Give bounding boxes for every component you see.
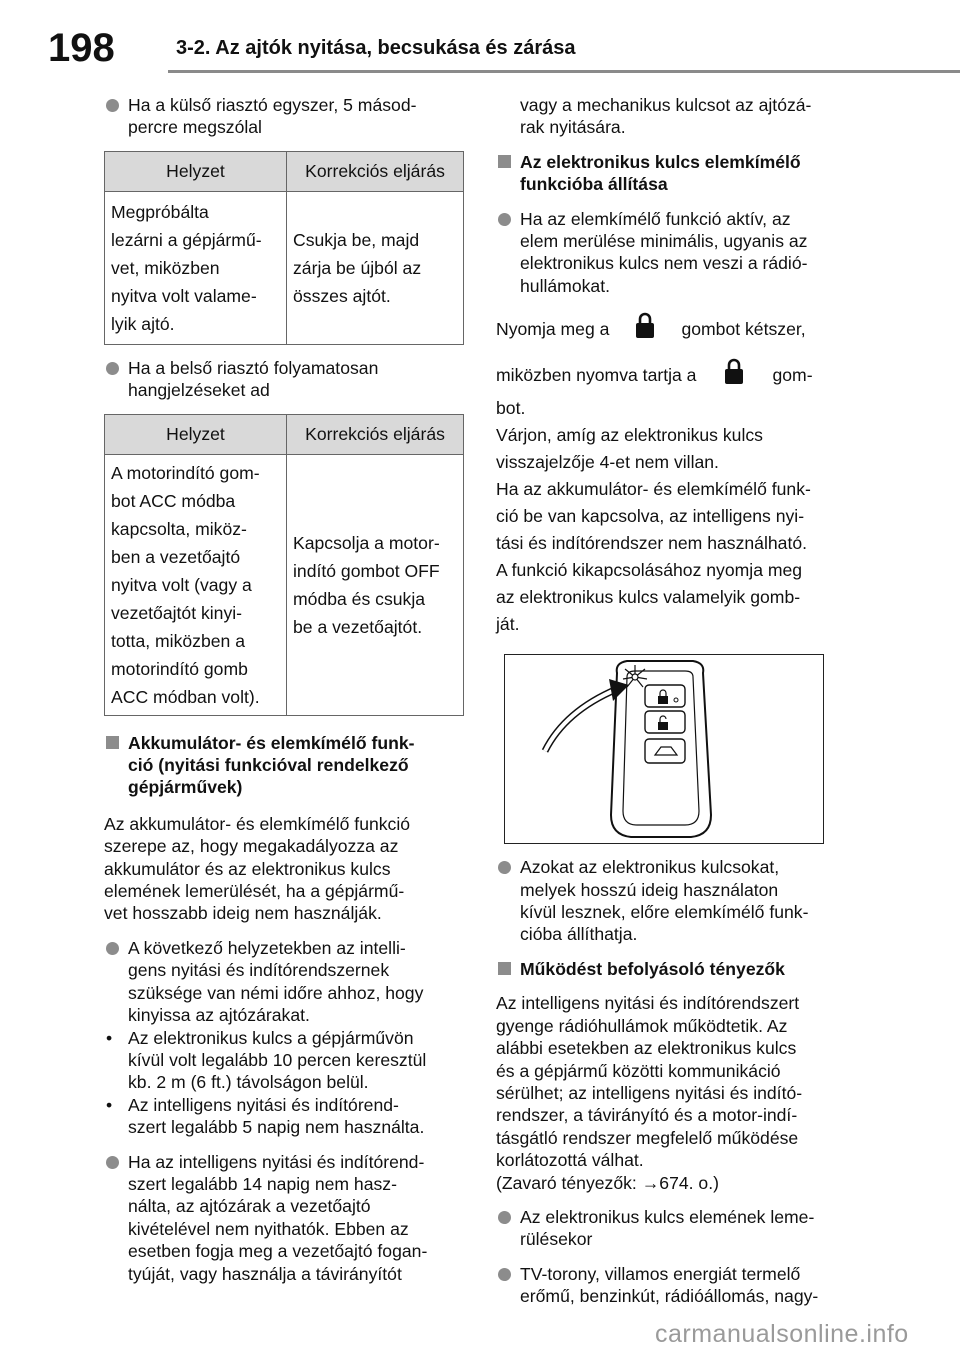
bullet-external-alarm xyxy=(104,94,466,139)
bullet-dot xyxy=(106,942,119,955)
text-line: melyek hosszú ideig használaton xyxy=(520,879,779,900)
text-line: tyúját, vagy használja a távirányítót xyxy=(128,1263,402,1284)
text-line: esetben fogja meg a vezetőajtó fogan- xyxy=(128,1241,428,1262)
text-line: motorindító gomb xyxy=(111,658,248,679)
bullet-14-days xyxy=(104,1151,466,1285)
instruction-line-2 xyxy=(496,355,858,395)
sub-item-marker: • xyxy=(106,1094,113,1115)
text-line: korlátozottá válhat. xyxy=(496,1150,644,1171)
text-line: gyenge rádióhullámok működtetik. Az xyxy=(496,1015,788,1036)
text-line: Kapcsolja a motor- xyxy=(293,532,440,553)
text-line: elem merülése minimális, ugyanis az xyxy=(520,231,808,252)
text-line: Az elektronikus kulcs a gépjárművön xyxy=(128,1027,414,1048)
table-external-alarm xyxy=(104,151,464,345)
text-line: Az elektronikus kulcs elemének leme- xyxy=(520,1206,815,1227)
text-line: rendszer, a távirányító és a motor-indí- xyxy=(496,1105,798,1126)
bullet-dot xyxy=(498,213,511,226)
table-header-situation: Helyzet xyxy=(105,414,287,454)
bullet-tv-tower xyxy=(496,1263,858,1308)
text-fragment: miközben nyomva tartja a xyxy=(496,364,697,385)
lock-button-icon xyxy=(722,356,746,395)
text-line: nyitva volt valame- xyxy=(111,285,257,306)
text-line: Megpróbálta xyxy=(111,201,209,222)
text-line: akkumulátor és az elektronikus kulcs xyxy=(104,858,391,879)
text-line: Az intelligens nyitási és indítórend- xyxy=(128,1094,399,1115)
table-cell-situation xyxy=(105,454,287,715)
text-line: percre megszólal xyxy=(128,117,262,138)
bullet-store-keys xyxy=(496,856,858,946)
table-internal-alarm xyxy=(104,414,464,716)
text-line: hangjelzéseket ad xyxy=(128,380,270,401)
text-fragment: Nyomja meg a xyxy=(496,318,610,339)
text-line: vagy a mechanikus kulcsot az ajtózá- xyxy=(520,95,812,115)
text-line: ACC módban volt). xyxy=(111,686,260,707)
text-line: Azokat az elektronikus kulcsokat, xyxy=(520,857,780,878)
page-header xyxy=(0,18,960,74)
paragraph-radio-waves xyxy=(496,992,858,1194)
electronic-key-figure xyxy=(504,654,824,844)
bullet-dot xyxy=(106,362,119,375)
text-line: kivételével nem nyithatók. Ebben az xyxy=(128,1218,409,1239)
sub-list xyxy=(104,1027,466,1139)
text-line: Ha a külső riasztó egyszer, 5 másod- xyxy=(128,95,417,115)
heading-affecting-factors xyxy=(496,958,858,980)
text-line: tásgátló rendszer megfelelő működése xyxy=(496,1127,799,1148)
table-cell-situation xyxy=(105,191,287,344)
text-line: kívül volt legalább 10 percen keresztül xyxy=(128,1049,427,1070)
text-line: Az intelligens nyitási és indítórendszert xyxy=(496,993,800,1014)
text-line: visszajelzője 4-et nem villan. xyxy=(496,452,719,473)
text-line: elektronikus kulcs nem veszi a rádió- xyxy=(520,253,808,274)
text-line: alábbi esetekben az elektronikus kulcs xyxy=(496,1038,797,1059)
text-line: Ha az elemkímélő funkció aktív, az xyxy=(520,208,791,229)
text-line: bot ACC módba xyxy=(111,490,236,511)
bullet-internal-alarm xyxy=(104,357,466,402)
text-line: hullámokat. xyxy=(520,275,610,296)
text-line: vet, miközben xyxy=(111,257,220,278)
text-line: ját. xyxy=(496,614,520,635)
paragraph-battery-saving xyxy=(104,813,466,925)
text-line: és a gépjármű közötti kommunikáció xyxy=(496,1060,781,1081)
text-line: kinyissa az ajtózárakat. xyxy=(128,1005,310,1026)
text-line: rak nyitására. xyxy=(520,117,626,138)
bullet-dot xyxy=(498,861,511,874)
text-line: funkcióba állítása xyxy=(520,174,668,195)
instruction-line-1 xyxy=(496,309,858,349)
text-line: cióba állíthatja. xyxy=(520,924,638,945)
table-cell-procedure xyxy=(287,191,464,344)
text-line: totta, miközben a xyxy=(111,630,245,651)
text-line: gens nyitási és indítórendszernek xyxy=(128,960,390,981)
text-line: Az akkumulátor- és elemkímélő funkció xyxy=(104,813,411,834)
text-line: erőmű, benzinkút, rádióállomás, nagy- xyxy=(520,1286,819,1307)
lock-button-icon xyxy=(633,310,657,349)
watermark: carmanualsonline.info xyxy=(655,1320,909,1348)
text-line: Várjon, amíg az elektronikus kulcs xyxy=(496,425,763,446)
text-line: (Zavaró tényezők: →674. o.) xyxy=(496,1172,719,1193)
bullet-unlock-delay xyxy=(104,937,466,1027)
bullet-dot xyxy=(106,99,119,112)
text-line: kb. 2 m (6 ft.) távolságon belül. xyxy=(128,1072,369,1093)
left-column xyxy=(104,94,466,1285)
bullet-dot xyxy=(498,1268,511,1281)
text-line: vezetőajtót kinyi- xyxy=(111,602,243,623)
text-fragment: gom- xyxy=(772,364,813,385)
text-line: Az elektronikus kulcs elemkímélő xyxy=(520,151,801,172)
text-line: gépjárművek) xyxy=(128,777,243,798)
section-title: 3-2. Az ajtók nyitása, becsukása és zárása xyxy=(176,37,576,59)
text-line: A funkció kikapcsolásához nyomja meg xyxy=(496,560,803,581)
text-line: tási és indítórendszer nem használható. xyxy=(496,533,808,554)
heading-battery-saving xyxy=(104,732,466,799)
heading-square xyxy=(106,736,119,749)
text-line: szerepe az, hogy megakadályozza az xyxy=(104,836,399,857)
table-header-situation: Helyzet xyxy=(105,151,287,191)
text-line: TV-torony, villamos energiát termelő xyxy=(520,1263,801,1284)
text-line: elemének lemerülését, ha a gépjármű- xyxy=(104,881,405,902)
text-line: Ha a belső riasztó folyamatosan xyxy=(128,357,379,378)
text-line: Működést befolyásoló tényezők xyxy=(520,958,785,979)
text-line: szert legalább 14 napig nem hasz- xyxy=(128,1173,397,1194)
right-column xyxy=(496,94,858,1308)
text-line: kívül lesznek, előre elemkímélő funk- xyxy=(520,902,809,923)
text-line: ben a vezetőajtó xyxy=(111,546,241,567)
page-number: 198 xyxy=(48,26,115,70)
text-line: zárja be újból az xyxy=(293,257,422,278)
text-line: szüksége van némi időre ahhoz, hogy xyxy=(128,982,424,1003)
instruction-paragraph xyxy=(496,395,858,638)
bullet-battery-low xyxy=(496,1206,858,1251)
heading-square xyxy=(498,155,511,168)
table-cell-procedure xyxy=(287,454,464,715)
text-line: bot. xyxy=(496,398,526,419)
header-rule xyxy=(168,70,960,73)
text-line: lyik ajtó. xyxy=(111,313,175,334)
table-header-procedure: Korrekciós eljárás xyxy=(287,151,464,191)
text-line: indító gombot OFF xyxy=(293,560,440,581)
text-line: Akkumulátor- és elemkímélő funk- xyxy=(128,732,415,753)
sub-item xyxy=(104,1094,466,1139)
text-line: nálta, az ajtózárak a vezetőajtó xyxy=(128,1196,371,1217)
text-fragment: gombot kétszer, xyxy=(681,318,806,339)
text-line: Ha az intelligens nyitási és indítórend- xyxy=(128,1151,425,1172)
sub-item xyxy=(104,1027,466,1094)
text-line: az elektronikus kulcs valamelyik gomb- xyxy=(496,587,801,608)
text-line: lezárni a gépjármű- xyxy=(111,229,262,250)
text-line: Ha az akkumulátor- és elemkímélő funk- xyxy=(496,479,811,500)
text-line: Csukja be, majd xyxy=(293,229,420,250)
heading-key-saving xyxy=(496,151,858,196)
heading-square xyxy=(498,962,511,975)
text-line: A motorindító gom- xyxy=(111,462,260,483)
text-line: kapcsolta, miköz- xyxy=(111,518,247,539)
sub-item-marker: • xyxy=(106,1027,113,1048)
text-line: szert legalább 5 napig nem használta. xyxy=(128,1117,425,1138)
bullet-dot xyxy=(498,1211,511,1224)
table-header-procedure: Korrekciós eljárás xyxy=(287,414,464,454)
text-line: A következő helyzetekben az intelli- xyxy=(128,937,406,958)
text-line: nyitva volt (vagy a xyxy=(111,574,252,595)
bullet-saving-active xyxy=(496,208,858,298)
text-line: összes ajtót. xyxy=(293,285,391,306)
text-line: sérülhet; az intelligens nyitási és indító- xyxy=(496,1082,803,1103)
text-line: ció be van kapcsolva, az intelligens nyi- xyxy=(496,506,805,527)
text-line: be a vezetőajtót. xyxy=(293,616,423,637)
text-line: ció (nyitási funkcióval rendelkező xyxy=(128,755,409,776)
text-line: rülésekor xyxy=(520,1229,593,1250)
text-line: módba és csukja xyxy=(293,588,426,609)
bullet-dot xyxy=(106,1156,119,1169)
text-line: vet hosszabb ideig nem használják. xyxy=(104,903,382,924)
paragraph-continuation xyxy=(496,94,858,139)
